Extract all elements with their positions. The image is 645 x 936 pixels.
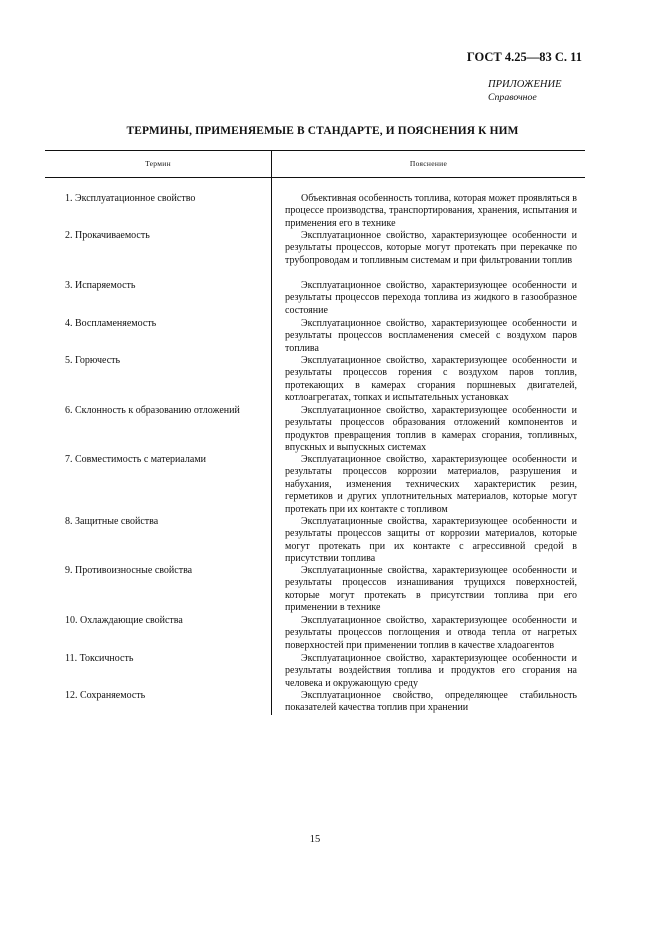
term-cell: 8. Защитные свойства (65, 516, 159, 527)
term-cell: 11. Токсичность (65, 653, 134, 664)
annex-type: Справочное (488, 92, 537, 103)
term-cell: 5. Горючесть (65, 355, 121, 366)
term-cell: 10. Охлаждающие свойства (65, 615, 183, 626)
table-top-rule (45, 150, 585, 151)
term-cell: 1. Эксплуатационное свойство (65, 193, 196, 204)
explanation-cell: Эксплуатационное свойство, характеризующее особенности и результаты процессов образования отложений компонентов и продуктов превращения топлив в камерах сгорания, топливных, впускных и выпускных системах (285, 405, 577, 454)
explanation-cell: Эксплуатационное свойство, характеризующее особенности и результаты процессов перехода топлива из жидкого в газообразное состояние (285, 280, 577, 316)
explanation-cell: Эксплуатационные свойства, характеризующее особенности и результаты процессов защиты от коррозии материалов, которые могут протекать при их контакте с агрессивной средой в присутствии топлива (285, 516, 577, 565)
term-cell: 2. Прокачиваемость (65, 230, 150, 241)
page-number: 15 (309, 834, 321, 845)
annex-block (488, 78, 598, 104)
column-header-term: Термин (145, 159, 171, 168)
term-cell: 9. Противоизносные свойства (65, 565, 193, 576)
explanation-cell: Эксплуатационное свойство, характеризующее особенности и результаты воздействия топлива и продуктов его сгорания на человека и окружающую среду (285, 653, 577, 689)
term-cell: 6. Склонность к образованию отложений (65, 405, 240, 416)
explanation-cell: Эксплуатационные свойства, характеризующее особенности и результаты процессов изнашивания трущихся поверхностей, которые могут протекать в присутствии топлива при его применении в технике (285, 565, 577, 614)
explanation-cell: Эксплуатационное свойство, характеризующее особенности и результаты процессов, которые могут протекать при перекачке по трубопроводам и топливным системам и при фильтровании топлив (285, 230, 577, 266)
page-title: ТЕРМИНЫ, ПРИМЕНЯЕМЫЕ В СТАНДАРТЕ, И ПОЯСНЕНИЯ К НИМ (126, 125, 519, 137)
explanation-cell: Эксплуатационное свойство, определяющее стабильность показателей качества топлив при хранении (285, 690, 577, 714)
explanation-cell: Эксплуатационное свойство, характеризующее особенности и результаты процессов коррозии материалов, разрушения и набухания, изменения технических характеристик резин, герметиков и других уплотнительных материалов, которые могут протекать при их контакте с топливом (285, 454, 577, 515)
term-cell: 7. Совместимость с материалами (65, 454, 207, 465)
explanation-cell: Объективная особенность топлива, которая может проявляться в процессе производства, транспортирования, хранения, испытания и применения его в технике (285, 193, 577, 229)
explanation-cell: Эксплуатационное свойство, характеризующее особенности и результаты процессов горения с воздухом паров топлив, протекающих в камерах сгорания поршневых двигателей, котлоагрегатах, топках и испытательных установках (285, 355, 577, 404)
term-cell: 3. Испаряемость (65, 280, 136, 291)
explanation-cell: Эксплуатационное свойство, характеризующее особенности и результаты процессов поглощения и отвода тепла от нагретых поверхностей при применении топлив в качестве хладоагентов (285, 615, 577, 651)
column-header-explanation: Пояснение (409, 159, 448, 168)
table-header-rule (45, 177, 585, 178)
annex-label: ПРИЛОЖЕНИЕ (488, 79, 562, 90)
explanation-cell: Эксплуатационное свойство, характеризующее особенности и результаты процессов воспламенения смесей с воздухом паров топлива (285, 318, 577, 354)
term-cell: 4. Воспламеняемость (65, 318, 157, 329)
document-reference: ГОСТ 4.25—83 С. 11 (466, 50, 582, 64)
term-cell: 12. Сохраняемость (65, 690, 146, 701)
table-column-divider (271, 150, 272, 715)
